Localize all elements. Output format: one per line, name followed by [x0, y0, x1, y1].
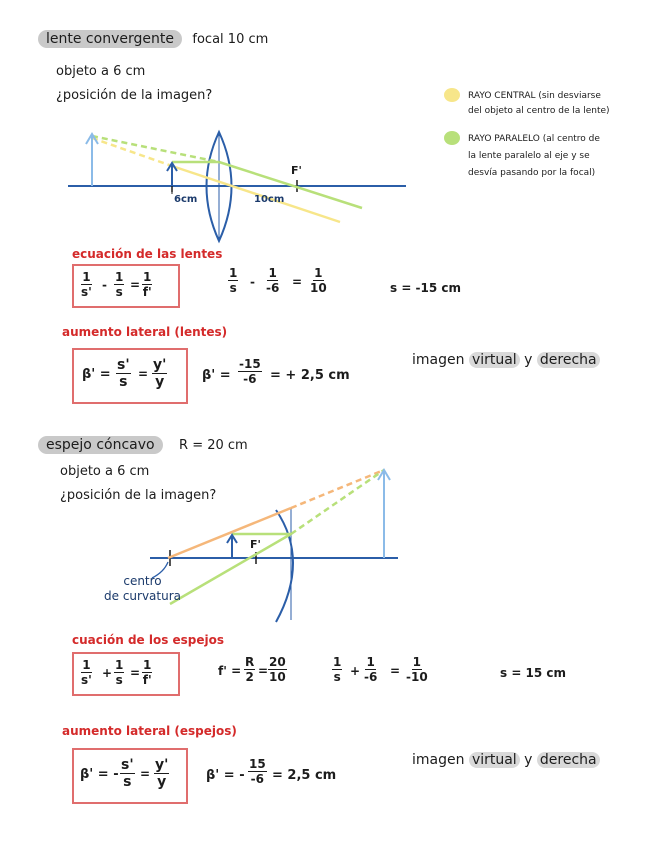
m-conclusion-y: y: [524, 752, 533, 768]
m-frac-yprime-y: $\frac{y'}{y}$: [155, 757, 169, 790]
conclusion-virtual: virtual: [469, 352, 520, 368]
m-frac-1-sprime: $\frac{1}{s'}$: [81, 658, 92, 687]
section1-title-row: [38, 31, 268, 47]
equals-op: =: [130, 278, 141, 292]
aug-sub-rhs: = + 2,5 cm: [270, 368, 350, 383]
f-calc-equals: =: [258, 664, 269, 678]
legend-parallel-line3: desvía pasando por la focal): [468, 168, 596, 178]
section1-title: lente convergente: [38, 30, 182, 48]
m-frac-1-neg6: $\frac{1}{-6}$: [364, 655, 378, 684]
section1-question: ¿posición de la imagen?: [56, 88, 213, 103]
frac-1-neg6: $\frac{1}{-6}$: [266, 266, 280, 295]
lens-aug-heading: aumento lateral (lentes): [62, 325, 228, 339]
lens-6cm-label: 6cm: [174, 194, 198, 205]
section1-object: objeto a 6 cm: [56, 64, 146, 79]
curvature-label: [104, 574, 181, 604]
mirror-eq-heading: cuación de los espejos: [72, 633, 225, 647]
m-frac-1-s: $\frac{1}{s}$: [115, 658, 124, 687]
section2-object: objeto a 6 cm: [60, 464, 150, 479]
m-frac-1-neg10: $\frac{1}{-10}$: [406, 655, 428, 684]
frac-1-sprime: $\frac{1}{s'}$: [81, 270, 92, 299]
m-equals-op: =: [130, 666, 141, 680]
section2-radius: R = 20 cm: [179, 438, 248, 453]
sub-equals: =: [292, 275, 303, 289]
m-plus-op: +: [102, 666, 113, 680]
focal-calc: [218, 656, 298, 692]
f-calc-lhs: f' =: [218, 664, 242, 678]
legend-parallel-swatch: [444, 131, 460, 145]
section2-question: ¿posición de la imagen?: [60, 488, 217, 503]
mirror-aug-heading: aumento lateral (espejos): [62, 724, 237, 738]
lens-result: s = -15 cm: [390, 281, 462, 295]
mirror-ray-orange-ext: [291, 470, 384, 508]
lens-eq-box: [72, 264, 180, 308]
lens-aug-sub: [202, 354, 382, 398]
legend-central-swatch: [444, 88, 460, 102]
mirror-eq-sub: [328, 656, 448, 692]
m-frac-1-s-sub: $\frac{1}{s}$: [333, 655, 342, 684]
lens-10cm-label: 10cm: [254, 194, 285, 205]
legend-central-line1: RAYO CENTRAL (sin desviarse: [468, 91, 601, 101]
m-aug-sub-lhs: β' = -: [206, 768, 245, 783]
frac-neg15-neg6: $\frac{-15}{-6}$: [239, 357, 261, 386]
mirror-eq-box: [72, 652, 180, 696]
conclusion-derecha: derecha: [537, 352, 600, 368]
frac-15-neg6: $\frac{15}{-6}$: [249, 757, 266, 786]
m-aug-sub-rhs: = 2,5 cm: [272, 768, 337, 783]
mirror-aug-box: [72, 748, 188, 804]
m-frac-sprime-s: $\frac{s'}{s}$: [121, 757, 134, 790]
frac-1-s: $\frac{1}{s}$: [115, 270, 124, 299]
section2-title-row: [38, 437, 248, 453]
section2-title: espejo cóncavo: [38, 436, 163, 454]
m-beta-lhs: β' = -: [80, 767, 119, 782]
lens-aug-box: [72, 348, 188, 404]
conclusion-imagen: imagen: [412, 352, 465, 368]
frac-1-s-sub: $\frac{1}{s}$: [229, 266, 238, 295]
legend-central: [468, 89, 610, 119]
frac-1-10: $\frac{1}{10}$: [310, 266, 327, 295]
m-frac-1-fprime: $\frac{1}{f'}$: [142, 658, 152, 687]
beta-lhs: β' =: [82, 367, 111, 382]
sub-minus: -: [250, 275, 255, 289]
parallel-ray-extension: [92, 136, 219, 162]
frac-sprime-s: $\frac{s'}{s}$: [117, 357, 130, 390]
m-sub-equals: =: [390, 664, 401, 678]
frac-1-fprime: $\frac{1}{f'}$: [142, 270, 152, 299]
mirror-conclusion: [412, 752, 600, 768]
legend-parallel-line2: la lente paralelo al eje y se: [468, 151, 590, 161]
mirror-ray-green: [170, 534, 291, 604]
legend-parallel: [468, 131, 600, 182]
conclusion-y: y: [524, 352, 533, 368]
mirror-result: s = 15 cm: [500, 666, 567, 680]
lens-eq-sub: [222, 267, 342, 307]
legend-parallel-line1: RAYO PARALELO (al centro de: [468, 134, 600, 144]
concave-mirror: [276, 510, 293, 622]
aug-equals: =: [138, 367, 149, 381]
minus-op: -: [102, 278, 107, 292]
curvature-label-line2: de curvatura: [104, 589, 182, 603]
legend-central-line2: del objeto al centro de la lente): [468, 106, 610, 116]
central-ray-extension: [92, 138, 172, 166]
lens-focal-label: F': [291, 164, 302, 177]
frac-R-2: $\frac{R}{2}$: [245, 655, 255, 684]
mirror-focal-label: F': [250, 538, 261, 551]
section1-focal: focal 10 cm: [192, 32, 269, 47]
lens-eq-heading: ecuación de las lentes: [72, 247, 223, 261]
frac-20-10: $\frac{20}{10}$: [269, 655, 286, 684]
m-conclusion-derecha: derecha: [537, 752, 600, 768]
m-sub-plus: +: [350, 664, 361, 678]
frac-yprime-y: $\frac{y'}{y}$: [153, 357, 167, 390]
curvature-label-line1: centro: [123, 574, 162, 588]
aug-sub-lhs: β' =: [202, 368, 231, 383]
m-conclusion-virtual: virtual: [469, 752, 520, 768]
lens-conclusion: [412, 352, 600, 368]
m-aug-equals: =: [140, 767, 151, 781]
mirror-aug-sub: [206, 754, 386, 798]
m-conclusion-imagen: imagen: [412, 752, 465, 768]
